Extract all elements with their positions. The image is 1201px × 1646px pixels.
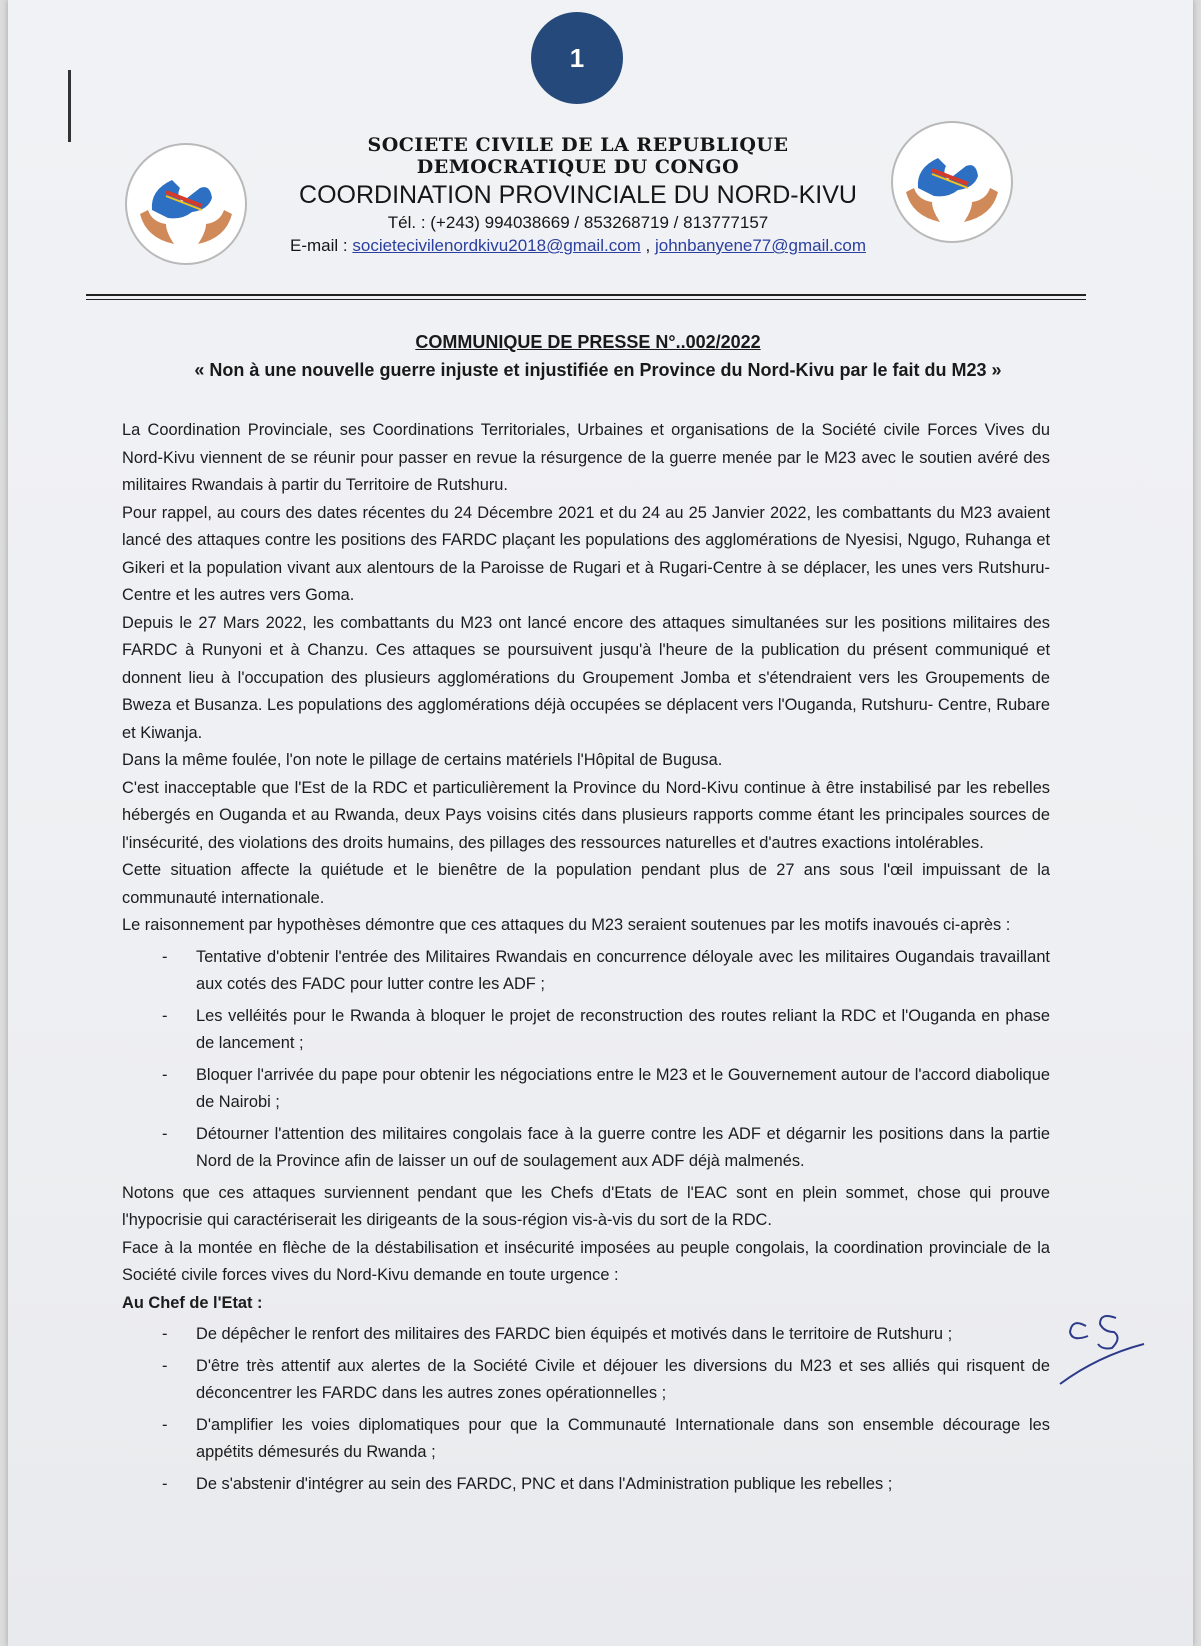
paragraph: C'est inacceptable que l'Est de la RDC et particulièrement la Province du Nord-Kivu continue à être instabilisé par les rebelles hébergés en Ouganda et au Rwanda, deux Pays voisins cités dans plusieurs rapports comme étant les principales sources de l'insécurité, des violations des droits humains, des pillages des ressources naturelles et d'autres exactions intolérables. <box>122 778 1050 852</box>
org-name-line1: SOCIETE CIVILE DE LA REPUBLIQUE <box>367 134 789 156</box>
bullet-dash: - <box>162 947 168 966</box>
list-item <box>122 1471 1050 1499</box>
list-item <box>122 944 1050 999</box>
section-heading: Au Chef de l'Etat : <box>122 1293 263 1312</box>
document-title: COMMUNIQUE DE PRESSE N°..002/2022 <box>415 332 761 352</box>
organization-logo-left <box>122 140 250 268</box>
phone-line: Tél. : (+243) 994038669 / 853268719 / 813777157 <box>387 213 769 232</box>
paragraph: Depuis le 27 Mars 2022, les combattants du M23 ont lancé encore des attaques simultanées sur les positions militaires des FARDC à Runyoni et à Chanzu. Ces attaques se poursuivent jusqu'à l'heure de la publication du présent communiqué et donnent lieu à l'occupation des plusieurs agglomérations du Groupement Jomba et s'étendraient vers les Groupements de Bweza et Busanza. Les populations des agglomérations déjà occupées se déplacent vers l'Ouganda, Rutshuru- Centre, Rubare et Kiwanja. <box>122 613 1050 742</box>
header-divider-thin <box>86 299 1086 300</box>
coordination-name: COORDINATION PROVINCIALE DU NORD-KIVU <box>299 181 857 209</box>
bullet-dash: - <box>162 1065 168 1084</box>
paragraph: Cette situation affecte la quiétude et le bienêtre de la population pendant plus de 27 ans sous l'œil impuissant de la communauté internationale. <box>122 861 1050 907</box>
list-item <box>122 1003 1050 1058</box>
handwritten-initials <box>1058 1296 1168 1386</box>
paragraph: Dans la même foulée, l'on note le pillage de certains matériels l'Hôpital de Bugusa. <box>122 751 723 769</box>
list-item-text: De dépêcher le renfort des militaires des FARDC bien équipés et motivés dans le territoire de Rutshuru ; <box>196 1325 953 1343</box>
paragraph: Pour rappel, au cours des dates récentes du 24 Décembre 2021 et du 24 au 25 Janvier 2022, les combattants du M23 avaient lancé des attaques contre les positions des FARDC plaçant les populations des agglomérations de Nyesisi, Ngugo, Ruhanga et Gikeri et la population vivant aux alentours de la Paroisse de Rugari et à Rugari-Centre à se déplacer, les unes vers Rutshuru-Centre et les autres vers Goma. <box>122 503 1050 604</box>
bullet-dash: - <box>162 1124 168 1143</box>
bullet-dash: - <box>162 1356 168 1375</box>
list-item-text: D'être très attentif aux alertes de la Société Civile et déjouer les diversions du M23 et ses alliés qui risquent de déconcentrer les FARDC dans les autres zones opérationnelles ; <box>196 1356 1050 1402</box>
bullet-dash: - <box>162 1415 168 1434</box>
bullet-dash: - <box>162 1474 168 1493</box>
email-label: E-mail : <box>290 236 353 255</box>
letterhead <box>238 134 918 258</box>
list-item-text: De s'abstenir d'intégrer au sein des FARDC, PNC et dans l'Administration publique les rebelles ; <box>196 1474 893 1493</box>
bullet-dash: - <box>162 1325 168 1343</box>
page-number-badge: 1 <box>531 12 623 104</box>
reasons-list <box>122 944 1050 1176</box>
list-item <box>122 1412 1050 1467</box>
email-line <box>238 234 918 258</box>
list-item <box>122 1121 1050 1176</box>
email-link-2[interactable]: johnbanyene77@gmail.com <box>654 236 866 255</box>
email-link-1[interactable]: societecivilenordkivu2018@gmail.com <box>352 236 641 255</box>
org-name-line2: DEMOCRATIQUE DU CONGO <box>416 156 740 178</box>
demands-list <box>122 1321 1050 1498</box>
document-body <box>122 417 1050 1502</box>
list-item <box>122 1062 1050 1117</box>
list-item-text: D'amplifier les voies diplomatiques pour que la Communauté Internationale dans son ensemble décourage les appétits démesurés du Rwanda ; <box>196 1415 1050 1461</box>
paragraph: Face à la montée en flèche de la déstabilisation et insécurité imposées au peuple congolais, la coordination provinciale de la Société civile forces vives du Nord-Kivu demande en toute urgence : <box>122 1238 1050 1284</box>
paragraph: La Coordination Provinciale, ses Coordinations Territoriales, Urbaines et organisations de la Société civile Forces Vives du Nord-Kivu viennent de se réunir pour passer en revue la résurgence de la guerre menée par le M23 avec le soutien avéré des militaires Rwandais à partir du Territoire de Rutshuru. <box>122 421 1050 494</box>
list-item-text: Tentative d'obtenir l'entrée des Militaires Rwandais en concurrence déloyale avec les militaires Ougandais travaillant aux cotés des FADC pour lutter contre les ADF ; <box>196 947 1050 993</box>
header-divider <box>86 294 1086 296</box>
email-separator: , <box>640 236 655 255</box>
list-item-text: Les velléités pour le Rwanda à bloquer le projet de reconstruction des routes reliant la RDC et l'Ouganda en phase de lancement ; <box>196 1006 1050 1052</box>
paragraph: Le raisonnement par hypothèses démontre que ces attaques du M23 seraient soutenues par les motifs inavoués ci-après : <box>122 916 1011 934</box>
bullet-dash: - <box>162 1006 168 1025</box>
list-item-text: Détourner l'attention des militaires congolais face à la guerre contre les ADF et dégarnir les positions dans la partie Nord de la Province afin de laisser un ouf de soulagement aux ADF déjà malmenés. <box>196 1124 1050 1170</box>
list-item <box>122 1321 1050 1349</box>
paragraph: Notons que ces attaques surviennent pendant que les Chefs d'Etats de l'EAC sont en plein sommet, chose qui prouve l'hypocrisie qui caractériserait les dirigeants de la sous-région vis-à-vis du sort de la RDC. <box>122 1183 1050 1229</box>
margin-mark <box>68 70 71 142</box>
list-item-text: Bloquer l'arrivée du pape pour obtenir les négociations entre le M23 et le Gouvernement autour de l'accord diabolique de Nairobi ; <box>196 1065 1050 1111</box>
document-subtitle: « Non à une nouvelle guerre injuste et injustifiée en Province du Nord-Kivu par le fait du M23 » <box>194 360 1002 380</box>
document-page <box>8 0 1193 1646</box>
list-item <box>122 1353 1050 1408</box>
